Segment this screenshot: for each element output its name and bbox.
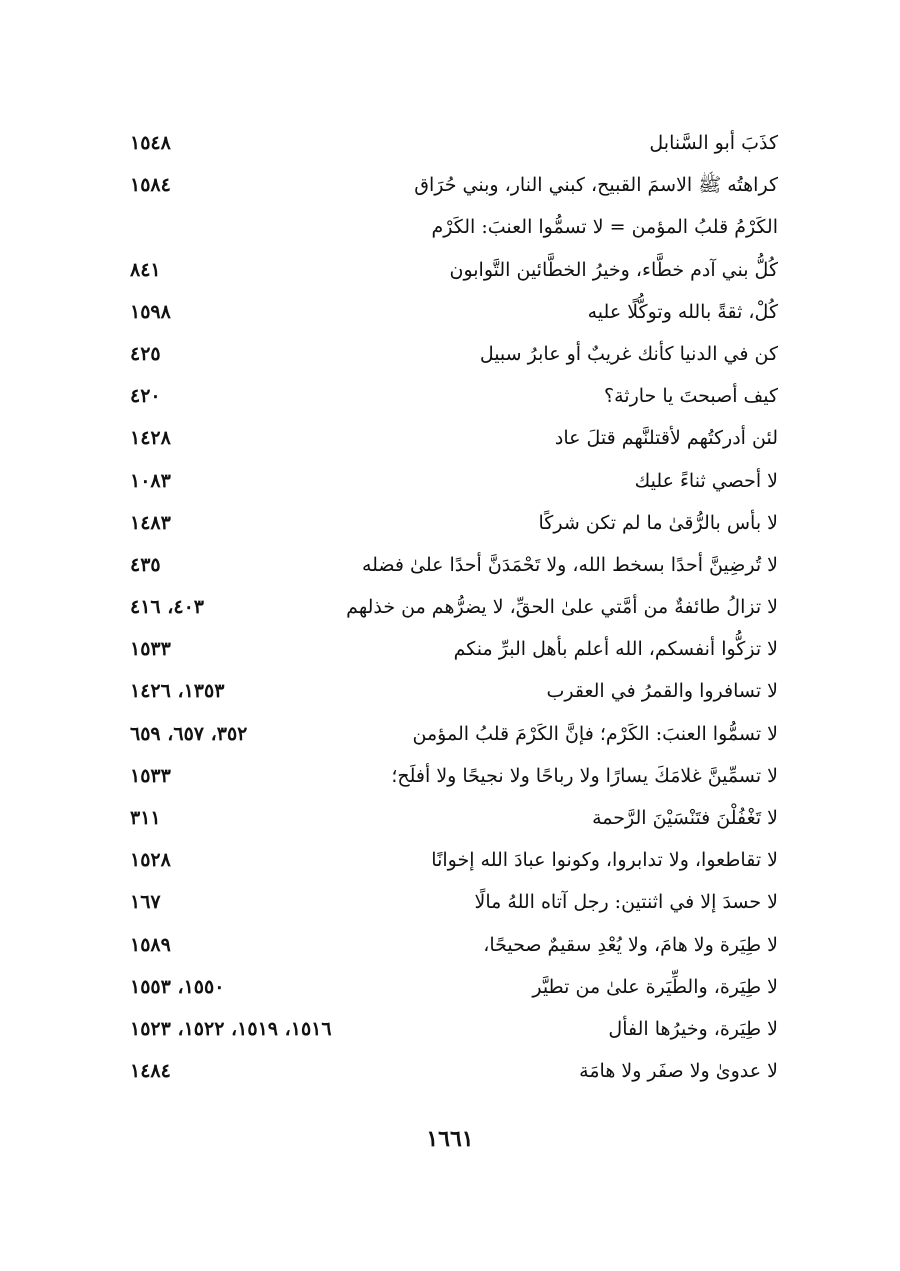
entry-page-refs: ١٦٧ <box>130 891 161 914</box>
entry-text: لا حسدَ إلا في اثنتين: رجل آتاه اللهُ مالًا <box>474 891 778 914</box>
entry-text: كُلْ، ثقةً بالله وتوكُّلًا عليه <box>587 300 778 323</box>
entry-page-refs: ٤٣٥ <box>130 553 161 576</box>
entry-text: كذَبَ أبو السَّنابل <box>649 132 778 154</box>
entry-text: لا تسمُّوا العنبَ: الكَرْم؛ فإنَّ الكَرْمَ قلبُ المؤمن <box>412 722 778 745</box>
entry-page-refs: ٨٤١ <box>130 258 161 281</box>
index-entry <box>118 122 778 164</box>
index-entry <box>118 375 778 417</box>
entry-text: لا تسافروا والقمرُ في العقرب <box>546 680 778 703</box>
entry-page-refs: ٣١١ <box>130 807 161 829</box>
index-entry <box>118 713 778 755</box>
entry-text: لا تُرضِينَّ أحدًا بسخط الله، ولا تَحْمَدَنَّ أحدًا علىٰ فضله <box>361 553 778 576</box>
entry-text: لا طِيَرة، وخيرُها الفأل <box>608 1017 778 1040</box>
entry-text: لا بأس بالرُّقىٰ ما لم تكن شركًا <box>538 511 778 534</box>
entry-page-refs: ١٥٢٨ <box>130 849 171 872</box>
entry-page-refs: ٤٢٠ <box>130 385 161 408</box>
entry-page-refs: ١٥١٦، ١٥١٩، ١٥٢٢، ١٥٢٣ <box>130 1017 332 1040</box>
entry-page-refs: ١٥٨٤ <box>130 174 171 197</box>
index-entry <box>118 502 778 544</box>
index-entry <box>118 206 778 248</box>
index-entry <box>118 755 778 797</box>
index-entry <box>118 164 778 206</box>
entry-page-refs: ٤٢٥ <box>130 342 161 365</box>
index-entry <box>118 291 778 333</box>
entry-page-refs: ١٥٩٨ <box>130 300 171 323</box>
entry-page-refs: ١٠٨٣ <box>130 469 171 492</box>
entry-page-refs: ١٣٥٣، ١٤٢٦ <box>130 680 225 703</box>
entry-page-refs: ١٥٣٣ <box>130 638 171 661</box>
index-entry <box>118 881 778 923</box>
index-entry <box>118 586 778 628</box>
index-entry <box>118 249 778 291</box>
index-entry <box>118 1008 778 1050</box>
entry-page-refs: ١٥٨٩ <box>130 933 171 956</box>
entry-text: لا تسمِّينَّ غلامَكَ يسارًا ولا رباحًا ولا نجيحًا ولا أفلَح؛ <box>391 764 778 787</box>
entry-text: الكَرْمُ قلبُ المؤمن = لا تسمُّوا العنبَ: الكَرْم <box>431 216 778 239</box>
index-entry <box>118 670 778 712</box>
entry-text: لا أحصي ثناءً عليك <box>634 469 778 492</box>
entry-text: كُلُّ بني آدم خطَّاء، وخيرُ الخطَّائين التَّوابون <box>449 258 778 281</box>
index-entry <box>118 544 778 586</box>
entry-text: كن في الدنيا كأنك غريبٌ أو عابرُ سبيل <box>479 342 778 365</box>
entry-text: كيف أصبحتَ يا حارثة؟ <box>604 385 778 408</box>
index-entry <box>118 333 778 375</box>
entry-text: لا طِيَرة ولا هامَ، ولا يُعْدِ سقيمٌ صحيحًا، <box>483 933 778 956</box>
index-entry <box>118 460 778 502</box>
entry-text: لا تزكُّوا أنفسكم، الله أعلم بأهل البرِّ منكم <box>453 638 778 661</box>
entry-text: كراهتُه ﷺ الاسمَ القبيح، كبني النار، وبني حُرَاق <box>414 174 778 197</box>
index-entry <box>118 797 778 839</box>
hadith-index-list <box>118 122 778 1092</box>
entry-text: لا عدوىٰ ولا صفَر ولا هامَة <box>579 1060 778 1083</box>
entry-page-refs: ١٤٨٣ <box>130 511 171 534</box>
entry-text: لا تقاطعوا، ولا تدابروا، وكونوا عبادَ الله إخوانًا <box>431 849 778 872</box>
entry-text: لا طِيَرة، والطِّيَرة علىٰ من تطيَّر <box>532 975 778 998</box>
entry-text: لا تزالُ طائفةٌ من أمَّتي علىٰ الحقِّ، لا يضرُّهم من خذلهم <box>346 596 778 619</box>
entry-text: لا تَغْفُلْنَ فتَنْسَيْنَ الرَّحمة <box>592 807 778 829</box>
entry-page-refs: ١٥٤٨ <box>130 132 171 154</box>
index-entry <box>118 628 778 670</box>
index-entry <box>118 1050 778 1092</box>
index-entry <box>118 924 778 966</box>
entry-page-refs: ١٤٨٤ <box>130 1060 171 1083</box>
index-entry <box>118 839 778 881</box>
index-entry <box>118 966 778 1008</box>
entry-page-refs: ١٤٢٨ <box>130 427 171 450</box>
entry-page-refs: ٤٠٣، ٤١٦ <box>130 596 204 619</box>
index-entry <box>118 417 778 459</box>
entry-page-refs: ١٥٣٣ <box>130 764 171 787</box>
entry-page-refs: ١٥٥٠، ١٥٥٣ <box>130 975 225 998</box>
entry-text: لئن أدركتُهم لأقتلنَّهم قتلَ عاد <box>554 427 778 450</box>
entry-page-refs: ٣٥٢، ٦٥٧، ٦٥٩ <box>130 722 248 745</box>
page-number: ١٦٦١ <box>426 1126 474 1152</box>
